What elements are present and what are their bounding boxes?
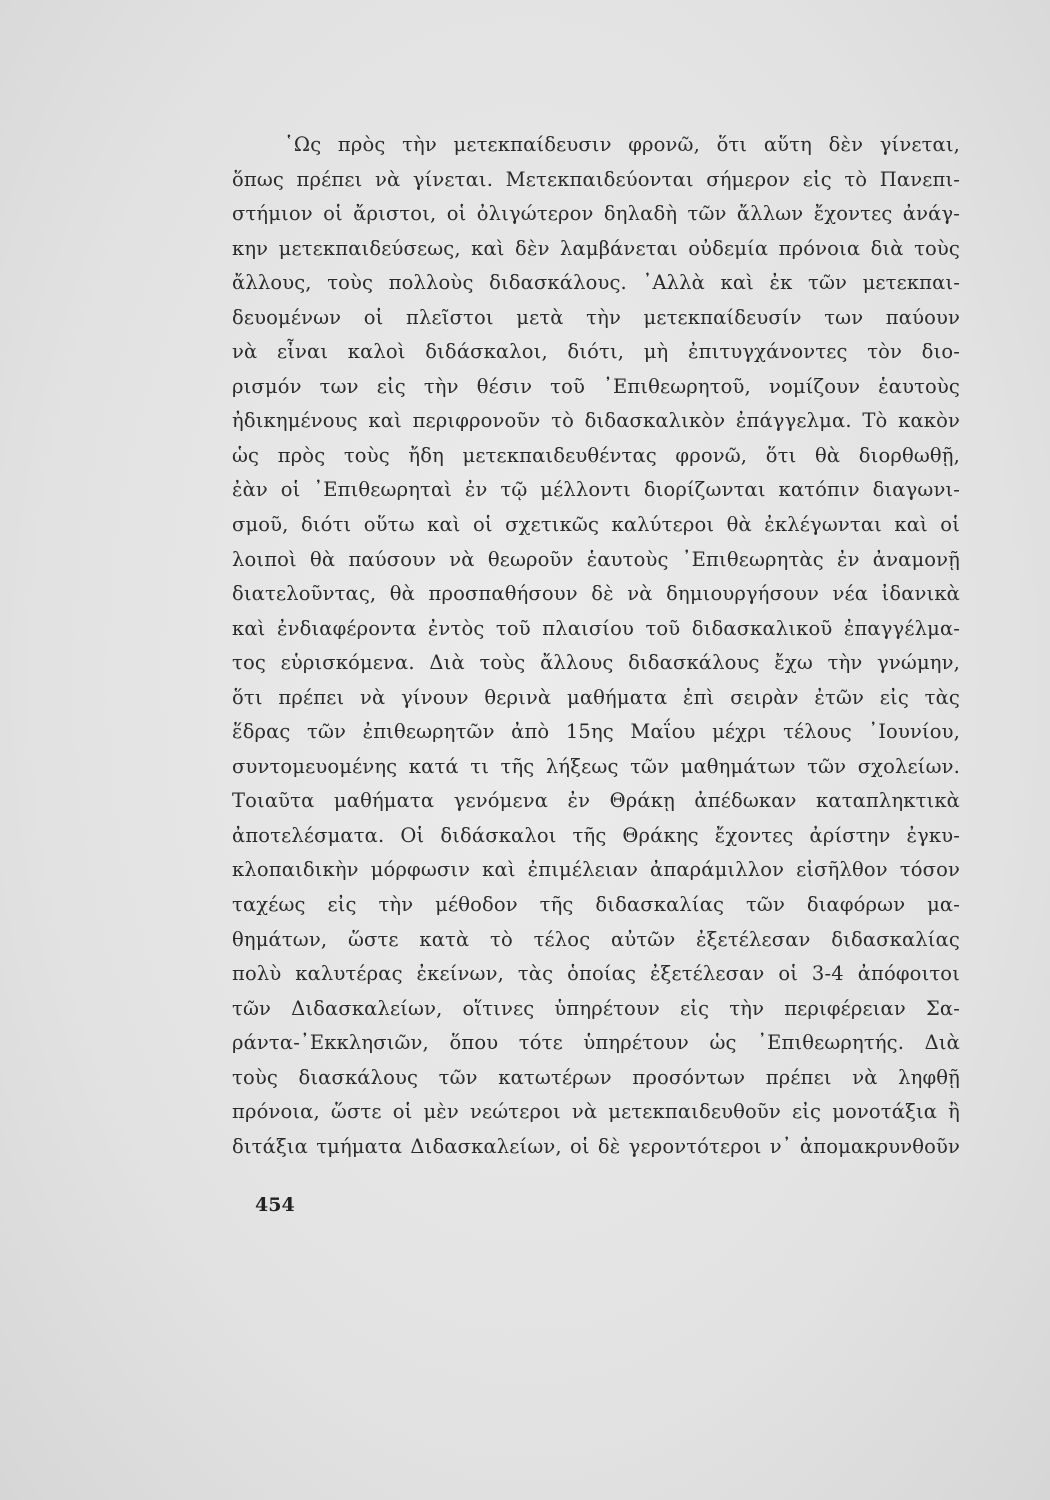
text-line: κην μετεκπαιδεύσεως, καὶ δὲν λαμβάνεται οὐδεμία πρόνοια διὰ τοὺς xyxy=(232,236,960,260)
text-line: διατελοῦντας, θὰ προσπαθήσουν δὲ νὰ δημιουργήσουν νέα ἰδανικὰ xyxy=(232,582,960,606)
text-line: ταχέως εἰς τὴν μέθοδον τῆς διδασκαλίας τῶν διαφόρων μα- xyxy=(232,893,960,917)
text-line: ἐὰν οἱ ᾿Επιθεωρηταὶ ἐν τῷ μέλλοντι διορίζωνται κατόπιν διαγωνι- xyxy=(232,478,960,502)
text-line: συντομευομένης κατά τι τῆς λήξεως τῶν μαθημάτων τῶν σχολείων. xyxy=(232,754,960,778)
text-line: σμοῦ, διότι οὕτω καὶ οἱ σχετικῶς καλύτεροι θὰ ἐκλέγωνται καὶ οἱ xyxy=(232,513,960,537)
text-line: θημάτων, ὥστε κατὰ τὸ τέλος αὐτῶν ἐξετέλεσαν διδασκαλίας xyxy=(232,927,960,951)
text-line: ράντα-᾿Εκκλησιῶν, ὅπου τότε ὑπηρέτουν ὡς ᾿Επιθεωρητής. Διὰ xyxy=(232,1031,960,1055)
text-line: πρόνοια, ὥστε οἱ μὲν νεώτεροι νὰ μετεκπαιδευθοῦν εἰς μονοτάξια ἢ xyxy=(232,1100,960,1124)
text-line: νὰ εἶναι καλοὶ διδάσκαλοι, διότι, μὴ ἐπιτυγχάνοντες τὸν διο- xyxy=(232,340,960,364)
text-line: δευομένων οἱ πλεῖστοι μετὰ τὴν μετεκπαίδευσίν των παύουν xyxy=(232,305,960,329)
text-line: κλοπαιδικὴν μόρφωσιν καὶ ἐπιμέλειαν ἀπαράμιλλον εἰσῆλθον τόσον xyxy=(232,858,960,882)
page-body-text xyxy=(232,128,960,1164)
text-line: ἀποτελέσματα. Οἱ διδάσκαλοι τῆς Θράκης ἔχοντες ἀρίστην ἐγκυ- xyxy=(232,823,960,847)
text-line: ὡς πρὸς τοὺς ἤδη μετεκπαιδευθέντας φρονῶ, ὅτι θὰ διορθωθῇ, xyxy=(232,443,960,467)
text-line: ἄλλους, τοὺς πολλοὺς διδασκάλους. ᾿Αλλὰ καὶ ἐκ τῶν μετεκπαι- xyxy=(232,271,960,295)
text-line: τῶν Διδασκαλείων, οἵτινες ὑπηρέτουν εἰς τὴν περιφέρειαν Σα- xyxy=(232,996,960,1020)
text-line: ἠδικημένους καὶ περιφρονοῦν τὸ διδασκαλικὸν ἐπάγγελμα. Τὸ κακὸν xyxy=(232,409,960,433)
text-line: τοὺς διασκάλους τῶν κατωτέρων προσόντων πρέπει νὰ ληφθῇ xyxy=(232,1065,960,1089)
text-line: λοιποὶ θὰ παύσουν νὰ θεωροῦν ἑαυτοὺς ᾿Επιθεωρητὰς ἐν ἀναμονῇ xyxy=(232,547,960,571)
text-line: ὅτι πρέπει νὰ γίνουν θερινὰ μαθήματα ἐπὶ σειρὰν ἐτῶν εἰς τὰς xyxy=(232,685,960,709)
text-line: στήμιον οἱ ἄριστοι, οἱ ὀλιγώτερον δηλαδὴ τῶν ἄλλων ἔχοντες ἀνάγ- xyxy=(232,202,960,226)
text-line: τος εὑρισκόμενα. Διὰ τοὺς ἄλλους διδασκάλους ἔχω τὴν γνώμην, xyxy=(232,651,960,675)
text-line: ἕδρας τῶν ἐπιθεωρητῶν ἀπὸ 15ης Μαΐου μέχρι τέλους ᾿Ιουνίου, xyxy=(232,720,960,744)
page-number: 454 xyxy=(255,1194,295,1216)
text-line: ῾Ως πρὸς τὴν μετεκπαίδευσιν φρονῶ, ὅτι αὕτη δὲν γίνεται, xyxy=(284,133,960,156)
text-line: ὅπως πρέπει νὰ γίνεται. Μετεκπαιδεύονται σήμερον εἰς τὸ Πανεπι- xyxy=(232,167,960,191)
text-line: ρισμόν των εἰς τὴν θέσιν τοῦ ᾿Επιθεωρητοῦ, νομίζουν ἑαυτοὺς xyxy=(232,374,960,398)
text-line: πολὺ καλυτέρας ἐκείνων, τὰς ὁποίας ἐξετέλεσαν οἱ 3-4 ἀπόφοιτοι xyxy=(232,962,960,986)
text-line: διτάξια τμήματα Διδασκαλείων, οἱ δὲ γεροντότεροι ν᾿ ἀπομακρυνθοῦν xyxy=(232,1134,960,1158)
text-line: καὶ ἐνδιαφέροντα ἐντὸς τοῦ πλαισίου τοῦ διδασκαλικοῦ ἐπαγγέλμα- xyxy=(232,616,960,640)
text-line: Τοιαῦτα μαθήματα γενόμενα ἐν Θράκῃ ἀπέδωκαν καταπληκτικὰ xyxy=(232,789,960,813)
